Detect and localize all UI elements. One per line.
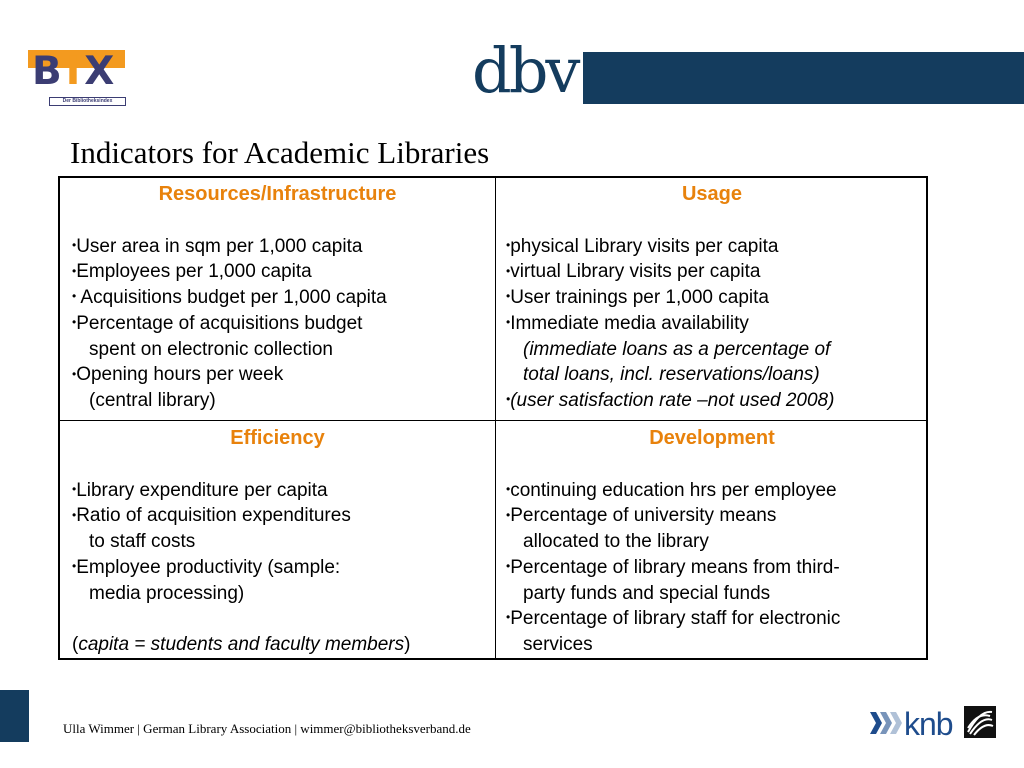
development-line xyxy=(506,632,928,658)
footer-accent-bar xyxy=(0,690,29,742)
efficiency-line-text: Library expenditure per capita xyxy=(76,479,328,501)
usage-line-text: total loans, incl. reservations/loans) xyxy=(523,364,820,386)
resources-line xyxy=(72,362,495,388)
cell-resources xyxy=(60,182,495,414)
resources-line xyxy=(72,311,495,337)
bullet-icon: • xyxy=(72,289,77,304)
cell-heading-development: Development xyxy=(649,427,775,449)
development-line xyxy=(506,606,928,632)
resources-line xyxy=(72,234,495,260)
efficiency-line-text: to staff costs xyxy=(89,531,196,553)
usage-line xyxy=(506,234,928,260)
efficiency-line xyxy=(72,529,495,555)
cell-development xyxy=(496,426,928,658)
resources-line-text: Percentage of acquisitions budget xyxy=(76,312,363,334)
usage-line xyxy=(506,285,928,311)
bullet-icon: • xyxy=(72,481,77,496)
swirl-icon xyxy=(964,706,996,738)
development-line xyxy=(506,503,928,529)
development-line-text: Percentage of library staff for electronic xyxy=(510,608,841,630)
development-line-text: continuing education hrs per employee xyxy=(510,479,837,501)
development-line-text: Percentage of university means xyxy=(510,505,777,527)
efficiency-line-text: Ratio of acquisition expenditures xyxy=(76,505,351,527)
usage-line xyxy=(506,311,928,337)
knb-logo-text: knb xyxy=(904,706,953,742)
list-usage xyxy=(496,234,928,414)
bullet-icon: • xyxy=(72,366,77,381)
bullet-icon: • xyxy=(72,237,77,252)
page-title: Indicators for Academic Libraries xyxy=(70,135,490,170)
partner-logo-square xyxy=(964,706,996,738)
capita-note: (capita = students and faculty members) xyxy=(72,634,411,656)
usage-line xyxy=(506,259,928,285)
resources-line-text: (central library) xyxy=(89,390,216,412)
footer-text: Ulla Wimmer | German Library Association | wimmer@bibliotheksverband.de xyxy=(63,721,471,736)
usage-line-text: physical Library visits per capita xyxy=(510,235,779,257)
efficiency-line-text: media processing) xyxy=(89,582,245,604)
bix-logo-subtitle: Der Bibliotheksindex xyxy=(49,97,126,106)
resources-line-text: User area in sqm per 1,000 capita xyxy=(76,235,363,257)
bullet-icon: • xyxy=(506,558,511,573)
resources-line-text: spent on electronic collection xyxy=(89,338,333,360)
bix-logo-text: BIX xyxy=(32,49,119,94)
usage-line-text: User trainings per 1,000 capita xyxy=(510,287,769,309)
bullet-icon: • xyxy=(506,289,511,304)
development-line xyxy=(506,529,928,555)
efficiency-line-text: Employee productivity (sample: xyxy=(76,556,341,578)
usage-line xyxy=(506,388,928,414)
bullet-icon: • xyxy=(72,507,77,522)
bullet-icon: • xyxy=(506,392,511,407)
cell-heading-resources: Resources/Infrastructure xyxy=(158,183,397,205)
cell-usage xyxy=(496,182,928,414)
bullet-icon: • xyxy=(506,507,511,522)
bullet-icon: • xyxy=(506,263,511,278)
bullet-icon: • xyxy=(72,315,77,330)
development-line xyxy=(506,478,928,504)
bullet-icon: • xyxy=(72,558,77,573)
resources-line xyxy=(72,337,495,363)
cell-heading-efficiency: Efficiency xyxy=(230,427,325,449)
development-line-text: services xyxy=(523,633,593,655)
resources-line-text: Employees per 1,000 capita xyxy=(76,261,312,283)
resources-line-text: Acquisitions budget per 1,000 capita xyxy=(76,287,387,309)
cell-efficiency xyxy=(60,426,495,658)
efficiency-line xyxy=(72,478,495,504)
table-divider-horizontal xyxy=(60,420,926,421)
development-line-text: Percentage of library means from third- xyxy=(510,556,840,578)
knb-emblem-icon xyxy=(868,706,902,740)
development-line-text: party funds and special funds xyxy=(523,582,771,604)
list-development xyxy=(496,478,928,658)
usage-line xyxy=(506,362,928,388)
dbv-banner xyxy=(583,52,1024,104)
indicator-table xyxy=(58,176,928,660)
bullet-icon: • xyxy=(506,610,511,625)
list-resources xyxy=(60,234,495,414)
usage-line xyxy=(506,337,928,363)
bix-logo xyxy=(28,50,125,106)
development-line-text: allocated to the library xyxy=(523,531,709,553)
usage-line-text: (immediate loans as a percentage of xyxy=(523,338,831,360)
efficiency-line xyxy=(72,555,495,581)
development-line xyxy=(506,581,928,607)
usage-line-text: (user satisfaction rate –not used 2008) xyxy=(510,389,835,411)
efficiency-line xyxy=(72,503,495,529)
resources-line xyxy=(72,388,495,414)
dbv-logo: dbv xyxy=(472,34,578,107)
resources-line xyxy=(72,285,495,311)
knb-logo xyxy=(868,706,958,742)
usage-line-text: Immediate media availability xyxy=(510,312,749,334)
cell-heading-usage: Usage xyxy=(681,183,743,205)
resources-line xyxy=(72,259,495,285)
development-line xyxy=(506,555,928,581)
bullet-icon: • xyxy=(506,237,511,252)
bullet-icon: • xyxy=(506,315,511,330)
resources-line-text: Opening hours per week xyxy=(76,364,284,386)
bullet-icon: • xyxy=(72,263,77,278)
list-efficiency xyxy=(60,478,495,607)
bullet-icon: • xyxy=(506,481,511,496)
usage-line-text: virtual Library visits per capita xyxy=(510,261,761,283)
efficiency-line xyxy=(72,581,495,607)
